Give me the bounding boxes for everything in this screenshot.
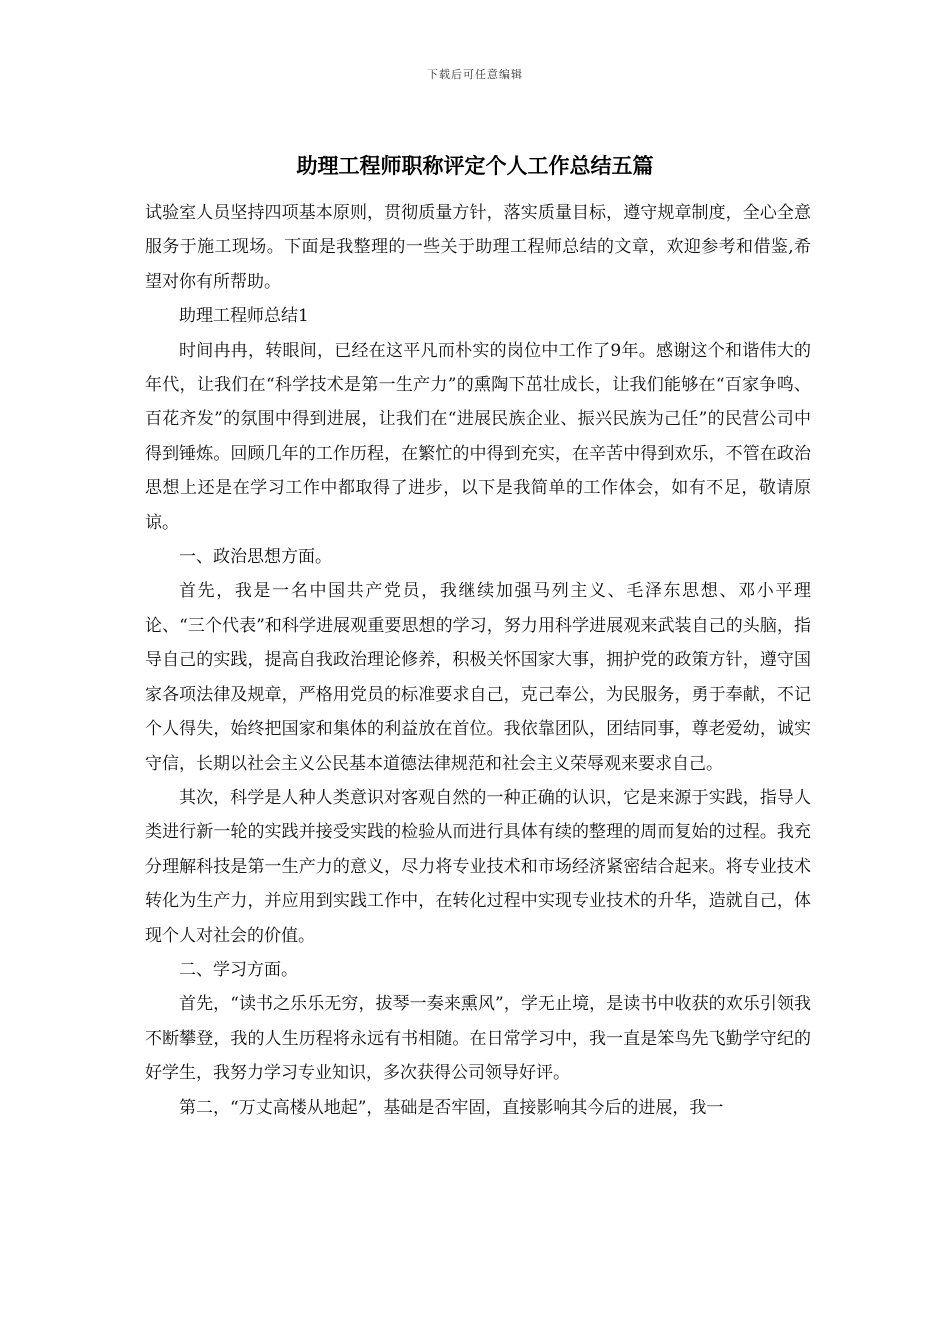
section-heading: 二、学习方面。 — [179, 959, 298, 980]
document-body — [145, 196, 811, 1125]
section-heading: 助理工程师总结1 — [179, 306, 309, 327]
paragraph: 首先，“读书之乐乐无穷，拔琴一奏来熏风”，学无止境，是读书中收获的欢乐引领我不断攀登，我的人生历程将永远有书相随。在日常学习中，我一直是笨鸟先飞勤学守纪的好学生，我努力学习专业知识，多次获得公司领导好评。 — [145, 994, 811, 1084]
paragraph: 首先，我是一名中国共产党员，我继续加强马列主义、毛泽东思想、邓小平理论、“三个代表”和科学进展观重要思想的学习，努力用科学进展观来武装自己的头脑，指导自己的实践，提高自我政治理论修养，积极关怀国家大事，拥护党的政策方针，遵守国家各项法律及规章，严格用党员的标准要求自己，克己奉公，为民服务，勇于奉献，不记个人得失，始终把国家和集体的利益放在首位。我依靠团队，团结同事，尊老爱幼，诚实守信，长期以社会主义公民基本道德法律规范和社会主义荣辱观来要求自己。 — [145, 581, 811, 774]
header-note: 下载后可任意编辑 — [427, 68, 523, 81]
paragraph: 时间冉冉，转眼间，已经在这平凡而朴实的岗位中工作了9年。感谢这个和谐伟大的年代，让我们在“科学技术是第一生产力”的熏陶下茁壮成长，让我们能够在“百家争鸣、百花齐发”的氛围中得到进展，让我们在“进展民族企业、振兴民族为己任”的民营公司中得到锤炼。回顾几年的工作历程，在繁忙的中得到充实，在辛苦中得到欢乐，不管在政治思想上还是在学习工作中都取得了进步，以下是我简单的工作体会，如有不足，敬请原谅。 — [145, 340, 811, 533]
paragraph: 第二，“万丈高楼从地起”，基础是否牢固，直接影响其今后的进展，我一 — [179, 1097, 724, 1118]
document-title: 助理工程师职称评定个人工作总结五篇 — [296, 153, 654, 178]
section-heading: 一、政治思想方面。 — [179, 547, 332, 568]
paragraph: 其次，科学是人种人类意识对客观自然的一种正确的认识，它是来源于实践，指导人类进行新一轮的实践并接受实践的检验从而进行具体有续的整理的周而复始的过程。我充分理解科技是第一生产力的意义，尽力将专业技术和市场经济紧密结合起来。将专业技术转化为生产力，并应用到实践工作中，在转化过程中实现专业技术的升华，造就自己，体现个人对社会的价值。 — [145, 787, 811, 946]
paragraph: 试验室人员坚持四项基本原则，贯彻质量方针，落实质量目标，遵守规章制度，全心全意服务于施工现场。下面是我整理的一些关于助理工程师总结的文章，欢迎参考和借鉴,希望对你有所帮助。 — [145, 203, 811, 292]
